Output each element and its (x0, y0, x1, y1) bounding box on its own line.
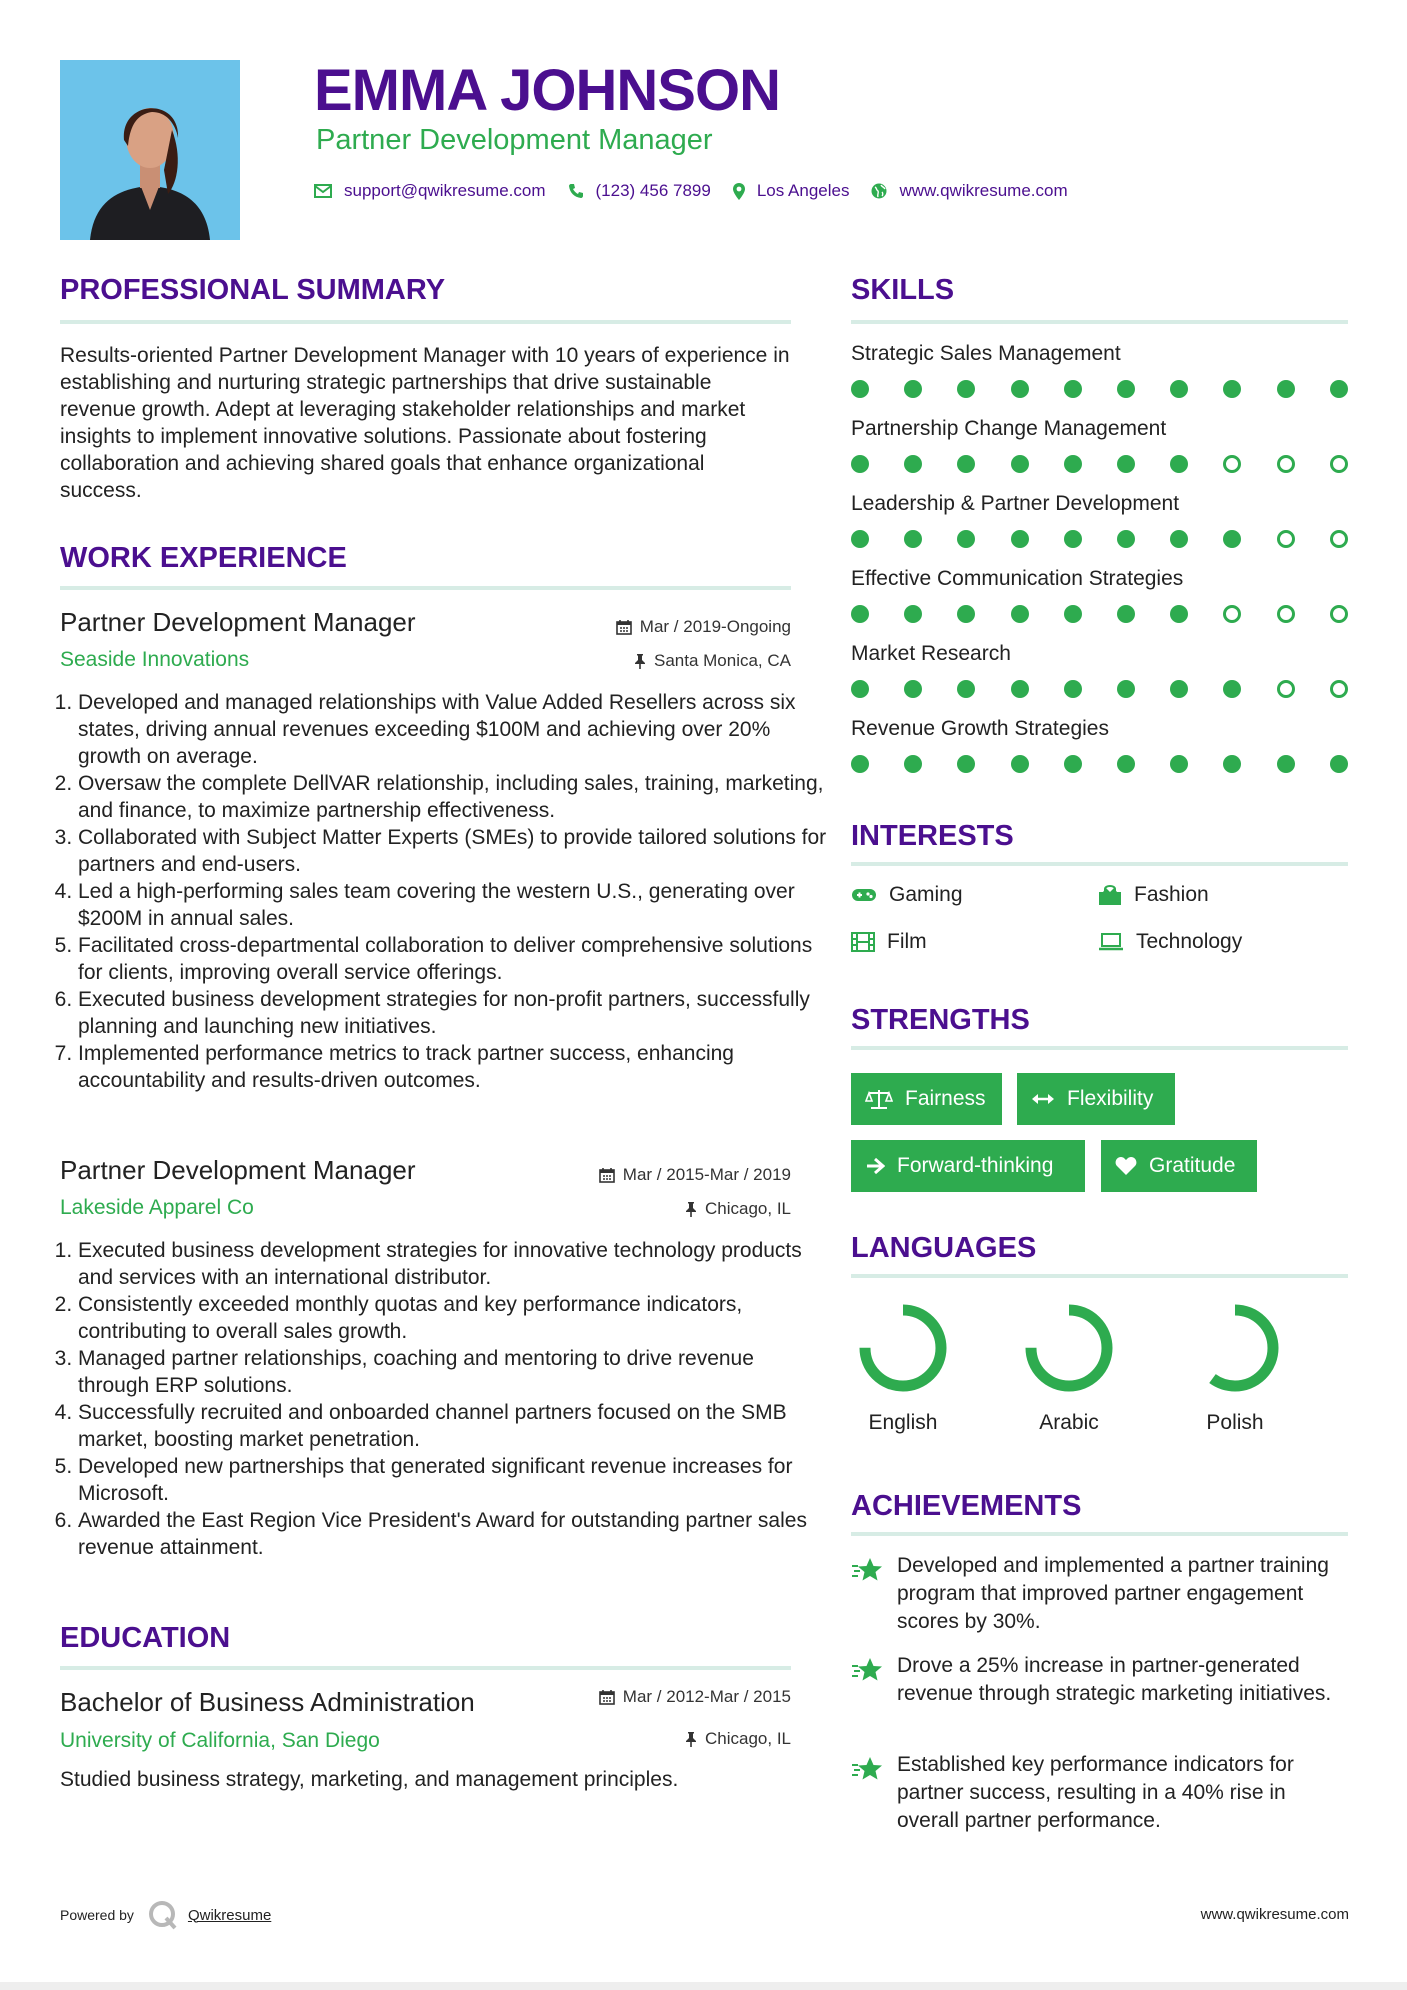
balance-scale-icon (865, 1088, 893, 1110)
rating-dot-filled (904, 680, 922, 698)
rating-dot-filled (1170, 455, 1188, 473)
globe-icon (871, 183, 887, 199)
language-name: Arabic (1039, 1411, 1099, 1434)
language-item (1180, 1300, 1290, 1436)
language-item (848, 1300, 958, 1436)
job-location: Chicago, IL (685, 1198, 791, 1220)
job-dates: Mar / 2015-Mar / 2019 (599, 1164, 791, 1186)
language-progress-arc (1031, 1310, 1107, 1386)
rating-dot-filled (1170, 605, 1188, 623)
strengths-rule (851, 1046, 1348, 1050)
skill-name: Market Research (851, 642, 1011, 665)
rating-dot-filled (957, 530, 975, 548)
rating-dot-filled (851, 530, 869, 548)
interest-gaming: Gaming (851, 882, 963, 908)
rating-dot-filled (904, 455, 922, 473)
rating-dot-filled (957, 605, 975, 623)
pushpin-icon (685, 1731, 697, 1747)
skill-rating (851, 378, 1351, 400)
contact-bar (314, 176, 1090, 206)
rating-dot-filled (1064, 605, 1082, 623)
languages-rule (851, 1274, 1348, 1278)
candidate-name: EMMA JOHNSON (314, 58, 780, 123)
rating-dot-filled (1011, 605, 1029, 623)
interests-heading: INTERESTS (851, 820, 1014, 852)
footer-website[interactable]: www.qwikresume.com (1200, 1906, 1349, 1923)
job-location: Santa Monica, CA (634, 650, 791, 672)
experience-rule (60, 586, 791, 590)
calendar-icon (599, 1167, 615, 1183)
rating-dot-filled (851, 455, 869, 473)
map-marker-icon (733, 183, 745, 200)
job-title: Partner Development Manager (60, 1155, 416, 1185)
language-item (1014, 1300, 1124, 1436)
achievement-item: Drove a 25% increase in partner-generated revenue through strategic marketing initiatives. (851, 1652, 1351, 1708)
contact-location (733, 181, 850, 201)
heart-icon (1115, 1156, 1137, 1176)
rating-dot-filled (1330, 380, 1348, 398)
school-name: University of California, San Diego (60, 1729, 380, 1752)
rating-dot-empty (1277, 530, 1295, 548)
rating-dot-filled (851, 605, 869, 623)
list-item: 4. Led a high-performing sales team covering the western U.S., generating over $200M in annual sales. (78, 878, 828, 932)
list-item: 4. Successfully recruited and onboarded channel partners focused on the SMB market, boosting market penetration. (78, 1399, 828, 1453)
rating-dot-filled (1064, 680, 1082, 698)
rating-dot-filled (1223, 755, 1241, 773)
footer-powered-by (60, 1900, 271, 1930)
rating-dot-filled (1117, 605, 1135, 623)
language-name: Polish (1206, 1411, 1264, 1434)
achievements-rule (851, 1532, 1348, 1536)
rating-dot-filled (1064, 455, 1082, 473)
job-company: Seaside Innovations (60, 648, 250, 671)
experience-heading: WORK EXPERIENCE (60, 542, 347, 574)
rating-dot-filled (1117, 380, 1135, 398)
language-progress-arc (865, 1310, 941, 1386)
list-item: 3. Collaborated with Subject Matter Experts (SMEs) to provide tailored solutions for partners and end-users. (78, 824, 828, 878)
qwikresume-logo-icon (148, 1900, 178, 1930)
contact-website[interactable] (871, 181, 1067, 201)
phone-text: (123) 456 7899 (595, 181, 711, 200)
language-progress-ring (855, 1300, 951, 1396)
skill-rating (851, 453, 1351, 475)
star-award-icon (851, 1755, 885, 1783)
list-item: 1. Developed and managed relationships with Value Added Resellers across six states, driving annual revenues exceeding $100M and achieving over 20% growth on average. (78, 689, 828, 770)
film-icon (851, 932, 875, 952)
rating-dot-empty (1223, 605, 1241, 623)
skill-name: Partnership Change Management (851, 417, 1167, 440)
summary-rule (60, 320, 791, 324)
skills-heading: SKILLS (851, 274, 955, 306)
strength-badge-gratitude: Gratitude (1101, 1140, 1257, 1192)
star-award-icon (851, 1556, 885, 1584)
rating-dot-filled (1170, 755, 1188, 773)
rating-dot-filled (904, 530, 922, 548)
strengths-heading: STRENGTHS (851, 1004, 1030, 1036)
rating-dot-empty (1277, 605, 1295, 623)
skill-name: Revenue Growth Strategies (851, 717, 1109, 740)
pushpin-icon (685, 1201, 697, 1217)
education-heading: EDUCATION (60, 1622, 231, 1654)
rating-dot-filled (1223, 380, 1241, 398)
rating-dot-empty (1277, 680, 1295, 698)
rating-dot-filled (1117, 755, 1135, 773)
profile-photo (60, 60, 240, 240)
job-title: Partner Development Manager (60, 607, 416, 637)
rating-dot-filled (1011, 530, 1029, 548)
rating-dot-filled (851, 680, 869, 698)
language-progress-arc (1197, 1310, 1273, 1386)
rating-dot-empty (1330, 605, 1348, 623)
language-name: English (868, 1411, 938, 1434)
star-award-icon (851, 1656, 885, 1684)
rating-dot-filled (1011, 755, 1029, 773)
education-dates: Mar / 2012-Mar / 2015 (599, 1686, 791, 1708)
rating-dot-filled (1330, 755, 1348, 773)
rating-dot-filled (1277, 755, 1295, 773)
email-text: support@qwikresume.com (344, 181, 546, 200)
skill-name: Strategic Sales Management (851, 342, 1121, 365)
rating-dot-filled (1011, 455, 1029, 473)
rating-dot-filled (851, 380, 869, 398)
rating-dot-filled (1011, 380, 1029, 398)
arrow-right-icon (865, 1157, 885, 1175)
rating-dot-filled (1064, 530, 1082, 548)
calendar-icon (599, 1689, 615, 1705)
achievement-item: Developed and implemented a partner training program that improved partner engagement scores by 30%. (851, 1552, 1351, 1636)
candidate-title: Partner Development Manager (316, 124, 713, 156)
list-item: 2. Consistently exceeded monthly quotas and key performance indicators, contributing to overall sales growth. (78, 1291, 828, 1345)
strength-badge-forward-thinking: Forward-thinking (851, 1140, 1085, 1192)
rating-dot-filled (1011, 680, 1029, 698)
job-responsibilities (52, 1237, 828, 1561)
language-progress-ring (1021, 1300, 1117, 1396)
job-company: Lakeside Apparel Co (60, 1196, 254, 1219)
degree-title: Bachelor of Business Administration (60, 1687, 475, 1717)
skill-rating (851, 678, 1351, 700)
interests-rule (851, 862, 1348, 866)
list-item: 2. Oversaw the complete DellVAR relationship, including sales, training, marketing, and finance, to maximize partnership effectiveness. (78, 770, 828, 824)
summary-heading: PROFESSIONAL SUMMARY (60, 274, 446, 306)
job-responsibilities (52, 689, 828, 1094)
education-description: Studied business strategy, marketing, and management principles. (60, 1768, 679, 1791)
rating-dot-empty (1330, 530, 1348, 548)
rating-dot-filled (904, 380, 922, 398)
rating-dot-filled (957, 455, 975, 473)
gamepad-icon (851, 887, 877, 903)
list-item: 5. Facilitated cross-departmental collaboration to deliver comprehensive solutions for clients, improving overall service offerings. (78, 932, 828, 986)
job-dates: Mar / 2019-Ongoing (616, 616, 791, 638)
qwikresume-link[interactable]: Qwikresume (187, 1906, 272, 1924)
rating-dot-filled (1223, 530, 1241, 548)
rating-dot-filled (1170, 380, 1188, 398)
rating-dot-filled (957, 380, 975, 398)
list-item: 5. Developed new partnerships that generated significant revenue increases for Microsoft. (78, 1453, 828, 1507)
skill-name: Effective Communication Strategies (851, 567, 1184, 590)
rating-dot-filled (1117, 530, 1135, 548)
education-location: Chicago, IL (685, 1728, 791, 1750)
rating-dot-filled (1170, 680, 1188, 698)
language-progress-ring (1187, 1300, 1283, 1396)
achievement-item: Established key performance indicators for partner success, resulting in a 40% rise in overall partner performance. (851, 1751, 1351, 1835)
rating-dot-filled (957, 680, 975, 698)
rating-dot-empty (1330, 680, 1348, 698)
achievements-heading: ACHIEVEMENTS (851, 1490, 1082, 1522)
list-item: 1. Executed business development strategies for innovative technology products and services with an international distributor. (78, 1237, 828, 1291)
interest-technology: Technology (1098, 929, 1242, 955)
website-text: www.qwikresume.com (899, 181, 1068, 200)
powered-by-label: Powered by (60, 1907, 134, 1923)
phone-icon (568, 183, 584, 199)
strength-badge-flexibility: Flexibility (1017, 1073, 1175, 1125)
location-text: Los Angeles (756, 181, 850, 200)
interest-film: Film (851, 929, 927, 955)
rating-dot-filled (1117, 680, 1135, 698)
strength-badge-fairness: Fairness (851, 1073, 1002, 1125)
summary-text: Results-oriented Partner Development Manager with 10 years of experience in establishing and nurturing strategic partnerships that drive sustainable revenue growth. Adept at leveraging stakeholder relationships and market insights to implement innovative solutions. Passionate about fostering collaboration and achieving shared goals that enhance organizational success. (60, 344, 790, 502)
languages-heading: LANGUAGES (851, 1232, 1037, 1264)
shopping-bag-icon (1098, 884, 1122, 906)
rating-dot-filled (1064, 380, 1082, 398)
skill-rating (851, 528, 1351, 550)
rating-dot-filled (1277, 380, 1295, 398)
arrows-horizontal-icon (1031, 1092, 1055, 1106)
skills-rule (851, 320, 1348, 324)
bottom-bar (0, 1982, 1407, 1990)
list-item: 7. Implemented performance metrics to track partner success, enhancing accountability and results-driven outcomes. (78, 1040, 828, 1094)
rating-dot-filled (1223, 680, 1241, 698)
interest-fashion: Fashion (1098, 882, 1209, 908)
pushpin-icon (634, 653, 646, 669)
rating-dot-filled (904, 755, 922, 773)
rating-dot-filled (1064, 755, 1082, 773)
contact-phone[interactable] (568, 181, 711, 201)
education-rule (60, 1666, 791, 1670)
skill-rating (851, 753, 1351, 775)
rating-dot-filled (957, 755, 975, 773)
rating-dot-empty (1223, 455, 1241, 473)
list-item: 6. Awarded the East Region Vice President's Award for outstanding partner sales revenue attainment. (78, 1507, 828, 1561)
rating-dot-empty (1277, 455, 1295, 473)
rating-dot-filled (904, 605, 922, 623)
rating-dot-filled (851, 755, 869, 773)
rating-dot-filled (1170, 530, 1188, 548)
skill-rating (851, 603, 1351, 625)
rating-dot-filled (1117, 455, 1135, 473)
list-item: 6. Executed business development strategies for non-profit partners, successfully planning and launching new initiatives. (78, 986, 828, 1040)
laptop-icon (1098, 933, 1124, 951)
skill-name: Leadership & Partner Development (851, 492, 1180, 515)
calendar-icon (616, 619, 632, 635)
rating-dot-empty (1330, 455, 1348, 473)
contact-email[interactable] (314, 181, 546, 201)
envelope-icon (314, 184, 332, 198)
list-item: 3. Managed partner relationships, coaching and mentoring to drive revenue through ERP solutions. (78, 1345, 828, 1399)
